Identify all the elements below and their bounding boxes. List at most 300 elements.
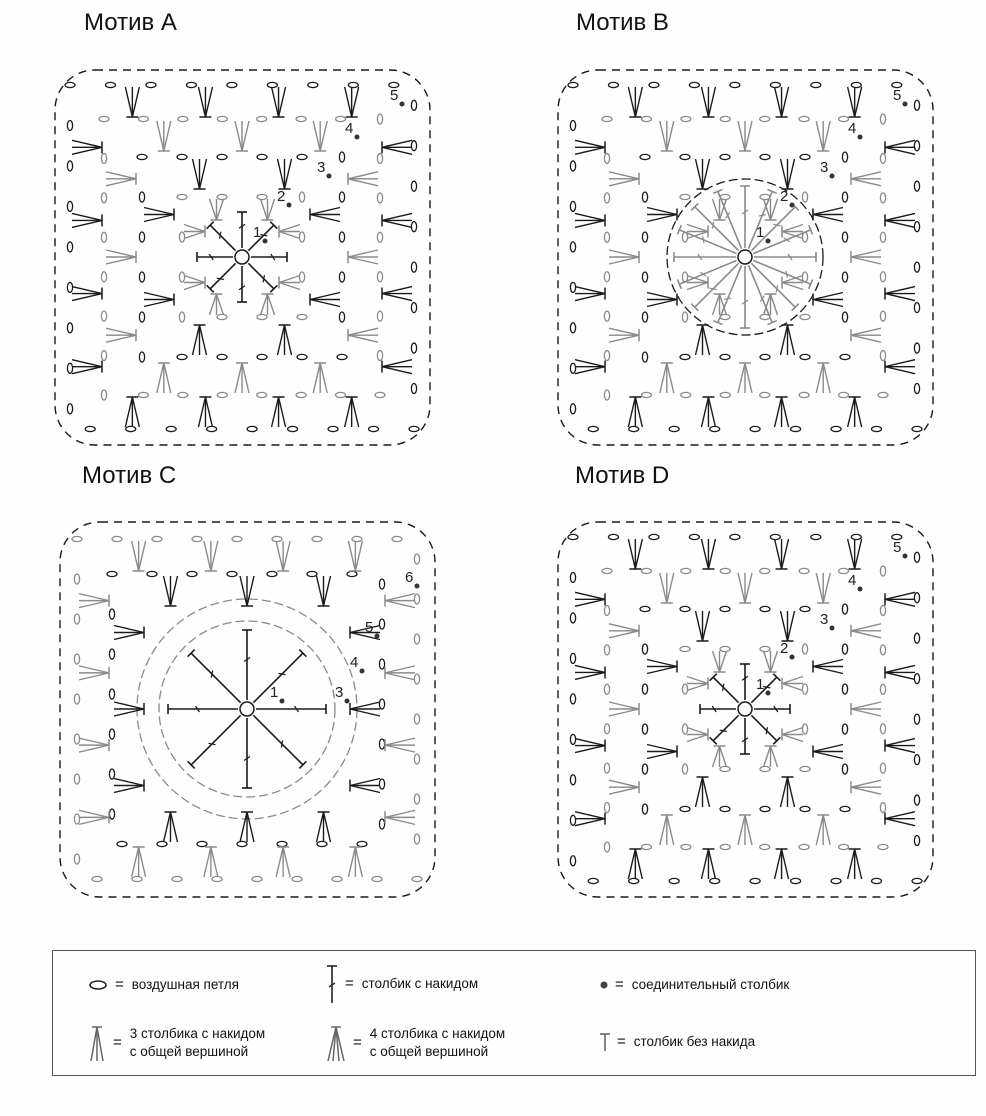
cluster-fan-leg xyxy=(885,819,915,826)
motif-d-title: Мотив D xyxy=(575,462,670,489)
cluster-fan-leg xyxy=(628,849,635,879)
chain-loop xyxy=(710,426,720,431)
chain-loop xyxy=(414,634,419,644)
chain-loop xyxy=(770,82,780,87)
round1-stitch-bar xyxy=(278,673,285,674)
cluster-fan-leg xyxy=(701,397,708,427)
chain-loop xyxy=(760,314,770,319)
cluster-fan-leg xyxy=(851,780,881,787)
cluster-fan-leg xyxy=(775,87,782,117)
chain-loop xyxy=(414,794,419,804)
cluster-fan-leg xyxy=(139,541,146,571)
chain-loop xyxy=(132,876,142,881)
chain-loop xyxy=(640,154,650,159)
chain-loop xyxy=(74,694,79,704)
chain-loop xyxy=(332,876,342,881)
cluster-fan-leg xyxy=(788,611,795,641)
chain-loop xyxy=(602,568,612,573)
cluster-fan-leg xyxy=(660,573,667,603)
chain-loop xyxy=(880,803,885,813)
chain-loop xyxy=(272,536,282,541)
round1-stitch xyxy=(191,653,240,702)
cluster-fan-leg xyxy=(79,666,109,673)
cluster-fan-leg xyxy=(106,257,136,264)
cluster-fan-leg xyxy=(79,594,109,601)
cluster-fan-leg xyxy=(313,363,320,393)
chain-loop xyxy=(682,724,687,734)
chain-loop xyxy=(604,763,609,773)
chain-loop xyxy=(604,390,609,400)
cluster-fan-leg xyxy=(885,147,915,154)
cluster-fan-leg xyxy=(575,592,605,599)
cluster-fan-leg xyxy=(106,172,136,179)
cluster-fan-leg xyxy=(647,660,677,667)
motif-c-title: Мотив C xyxy=(82,462,177,489)
cluster-fan-leg xyxy=(771,651,778,672)
cluster-fan-leg xyxy=(823,815,830,845)
cluster-fan-leg xyxy=(851,335,881,342)
row-number-label: 1 xyxy=(756,676,765,693)
chain-loop xyxy=(878,392,888,397)
chain-loop xyxy=(296,392,306,397)
cluster-fan-leg xyxy=(703,159,710,189)
chain-loop xyxy=(720,354,730,359)
cluster-fan-leg xyxy=(144,215,174,222)
cluster-fan-leg xyxy=(132,847,139,877)
chain-loop xyxy=(299,232,304,242)
round1-stitch-bar xyxy=(703,236,704,243)
cluster-fan-leg xyxy=(745,573,752,603)
cluster-fan-leg xyxy=(575,140,605,147)
cluster-fan-leg xyxy=(382,294,412,301)
cluster-fan-leg xyxy=(240,812,247,842)
cluster-fan-leg xyxy=(324,576,331,606)
motif-b-diagram xyxy=(548,60,943,455)
cluster-fan-leg xyxy=(268,294,275,315)
cluster-fan-leg xyxy=(352,397,359,427)
chain-loop xyxy=(669,878,679,883)
cluster-fan-leg xyxy=(713,199,720,220)
cluster-fan-leg xyxy=(114,626,144,633)
cluster-fan-leg xyxy=(171,576,178,606)
chain-loop xyxy=(682,764,687,774)
motif-a-diagram xyxy=(45,60,440,455)
chain-loop xyxy=(109,689,114,699)
chain-loop xyxy=(414,674,419,684)
chain-loop xyxy=(152,536,162,541)
cluster-fan-leg xyxy=(635,397,642,427)
chain-loop xyxy=(842,272,847,282)
cluster-fan-leg xyxy=(193,159,200,189)
cluster-fan-leg xyxy=(79,738,109,745)
motif-c-diagram xyxy=(50,512,445,907)
cluster-fan-leg xyxy=(317,812,324,842)
cluster-fan-leg xyxy=(382,287,412,294)
chain-loop xyxy=(67,323,72,333)
cluster-fan-leg xyxy=(687,735,708,742)
round1-stitch-bar xyxy=(759,215,766,216)
chain-loop xyxy=(604,193,609,203)
row-number-label: 5 xyxy=(390,87,399,104)
chain-loop xyxy=(760,354,770,359)
cluster-fan-leg xyxy=(708,849,715,879)
cluster-fan-leg xyxy=(193,325,200,355)
cluster-fan-leg xyxy=(764,651,771,672)
chain-loop xyxy=(800,314,810,319)
cluster-fan-leg xyxy=(106,328,136,335)
cluster-fan-leg xyxy=(164,363,171,393)
cluster-fan-leg xyxy=(144,293,174,300)
cluster-fan-leg xyxy=(157,363,164,393)
chain-loop xyxy=(377,193,382,203)
chain-loop xyxy=(67,120,72,130)
chain-loop xyxy=(799,568,809,573)
legend-item-single-crochet: = столбик без накида xyxy=(599,1031,755,1053)
chain-loop xyxy=(872,426,882,431)
cluster-fan-leg xyxy=(106,179,136,186)
cluster-fan-leg xyxy=(106,335,136,342)
cluster-fan-leg xyxy=(72,147,102,154)
chain-loop xyxy=(138,392,148,397)
chain-loop xyxy=(760,194,770,199)
chain-loop xyxy=(570,775,575,785)
cluster-fan-leg xyxy=(609,702,639,709)
chain-loop xyxy=(681,116,691,121)
chain-loop xyxy=(257,154,267,159)
chain-loop xyxy=(352,536,362,541)
cluster-fan-leg xyxy=(885,739,915,746)
chain-loop xyxy=(680,646,690,651)
chain-loop xyxy=(74,774,79,784)
chain-loop xyxy=(299,272,304,282)
chain-loop xyxy=(72,536,82,541)
chain-loop xyxy=(411,222,416,232)
double-crochet-symbol-icon xyxy=(325,963,339,1005)
cluster-fan-leg xyxy=(211,541,218,571)
cluster-fan-leg xyxy=(575,746,605,753)
row-number-label: 2 xyxy=(780,188,789,205)
cluster-fan-leg xyxy=(848,539,855,569)
chain-loop xyxy=(811,82,821,87)
cluster-fan-leg xyxy=(782,225,803,232)
cluster-fan-leg xyxy=(261,294,268,315)
chain-loop xyxy=(914,552,919,562)
chain-loop xyxy=(348,82,358,87)
cluster-fan-leg xyxy=(350,702,380,709)
slip-stitch-dot xyxy=(858,135,863,140)
cluster-fan-leg xyxy=(816,363,823,393)
cluster-fan-leg xyxy=(851,631,881,638)
cluster-fan-leg xyxy=(279,232,300,239)
chain-loop xyxy=(680,194,690,199)
chain-loop xyxy=(760,766,770,771)
cluster-fan-leg xyxy=(385,673,415,680)
chain-loop xyxy=(914,262,919,272)
slip-stitch-dot xyxy=(790,655,795,660)
cluster-fan-leg xyxy=(200,159,207,189)
chain-loop xyxy=(730,534,740,539)
chain-loop xyxy=(914,343,919,353)
chain-loop xyxy=(799,844,809,849)
chain-loop xyxy=(880,153,885,163)
single-crochet-symbol-icon xyxy=(599,1031,611,1053)
cluster-fan-leg xyxy=(781,777,788,807)
chain-loop xyxy=(99,116,109,121)
chain-loop xyxy=(914,795,919,805)
chain-loop xyxy=(339,272,344,282)
chain-loop xyxy=(800,154,810,159)
cluster-fan-leg xyxy=(348,172,378,179)
chain-loop xyxy=(642,192,647,202)
chain-loop xyxy=(680,154,690,159)
chain-loop xyxy=(588,426,598,431)
chain-loop xyxy=(641,392,651,397)
slip-stitch-dot xyxy=(766,691,771,696)
cluster-fan-leg xyxy=(720,746,727,767)
cluster-fan-leg xyxy=(609,257,639,264)
cluster-fan-leg xyxy=(310,300,340,307)
round1-stitch-bar xyxy=(220,232,221,239)
chain-loop xyxy=(112,536,122,541)
chain-loop xyxy=(720,314,730,319)
cluster-fan-leg xyxy=(310,293,340,300)
round1-stitch-bar xyxy=(724,298,731,299)
legend-item-dc4-cluster: = 4 столбика с накидом с общей вершиной xyxy=(325,1023,505,1063)
chain-loop xyxy=(799,116,809,121)
chain-loop xyxy=(411,343,416,353)
cluster-fan-leg xyxy=(355,541,362,571)
slip-stitch-dot xyxy=(345,699,350,704)
cluster-fan-leg xyxy=(575,812,605,819)
cluster-fan-leg xyxy=(816,573,823,603)
chain-loop xyxy=(791,878,801,883)
chain-loop xyxy=(172,876,182,881)
cluster-fan-leg xyxy=(320,121,327,151)
slip-stitch-dot xyxy=(903,102,908,107)
row-number-label: 4 xyxy=(848,120,857,137)
chain-loop xyxy=(680,606,690,611)
chain-loop xyxy=(842,232,847,242)
chain-loop xyxy=(642,644,647,654)
cluster-fan-leg xyxy=(79,810,109,817)
chain-loop xyxy=(339,232,344,242)
cluster-fan-leg xyxy=(355,847,362,877)
cluster-fan-leg xyxy=(204,541,211,571)
cluster-fan-leg xyxy=(635,849,642,879)
chain-loop xyxy=(414,554,419,564)
cluster-fan-leg xyxy=(609,631,639,638)
cluster-fan-leg xyxy=(855,849,862,879)
cluster-fan-leg xyxy=(885,360,915,367)
chain-loop xyxy=(604,232,609,242)
chain-loop xyxy=(842,644,847,654)
cluster-fan-leg xyxy=(114,779,144,786)
chain-loop xyxy=(207,426,217,431)
cluster-fan-leg xyxy=(708,397,715,427)
cluster-fan-leg xyxy=(575,294,605,301)
cluster-fan-leg xyxy=(125,87,132,117)
chain-loop xyxy=(101,311,106,321)
cluster-fan-leg xyxy=(851,328,881,335)
chain-loop xyxy=(101,351,106,361)
motif-b-title: Мотив B xyxy=(576,9,669,36)
chain-loop xyxy=(570,404,575,414)
round1-stitch xyxy=(253,715,302,764)
chain-loop xyxy=(642,232,647,242)
cluster-fan-leg xyxy=(164,121,171,151)
cluster-fan-leg xyxy=(851,257,881,264)
chain-loop xyxy=(914,141,919,151)
chain-loop xyxy=(217,154,227,159)
cluster-fan-leg xyxy=(855,397,862,427)
legend-item-chain: = воздушная петля xyxy=(87,975,239,995)
chain-loop xyxy=(336,392,346,397)
legend-item-dc3-cluster: = 3 столбика с накидом с общей вершиной xyxy=(87,1023,265,1063)
chain-loop xyxy=(880,566,885,576)
round1-stitch-bar xyxy=(263,275,264,282)
chain-loop xyxy=(339,192,344,202)
cluster-fan-leg xyxy=(279,397,286,427)
chain-loop xyxy=(608,82,618,87)
cluster-fan-leg xyxy=(72,213,102,220)
chain-loop xyxy=(912,878,922,883)
chain-loop xyxy=(139,272,144,282)
cluster-fan-leg xyxy=(713,294,720,315)
cluster-fan-leg xyxy=(247,812,254,842)
cluster-fan-leg xyxy=(609,250,639,257)
cluster-fan-leg xyxy=(782,677,803,684)
cluster-fan-leg xyxy=(609,624,639,631)
cluster-fan-leg xyxy=(667,363,674,393)
cluster-fan-leg xyxy=(575,665,605,672)
chain-loop xyxy=(642,724,647,734)
center-ring xyxy=(738,250,752,264)
row-number-label: 5 xyxy=(893,539,902,556)
chain-loop xyxy=(109,769,114,779)
chain-loop xyxy=(186,82,196,87)
cluster-fan-leg xyxy=(132,397,139,427)
cluster-fan-leg xyxy=(575,287,605,294)
cluster-fan-leg xyxy=(609,335,639,342)
cluster-fan-leg xyxy=(205,87,212,117)
chain-loop xyxy=(851,534,861,539)
cluster-fan-leg xyxy=(788,159,795,189)
chain-loop xyxy=(880,193,885,203)
slip-stitch-dot xyxy=(766,239,771,244)
round1-stitch-bar xyxy=(786,271,787,278)
cluster-fan-leg xyxy=(348,335,378,342)
chain-loop xyxy=(689,82,699,87)
cluster-fan-leg xyxy=(278,159,285,189)
round1-stitch-bar xyxy=(766,727,767,734)
chain-loop xyxy=(217,194,227,199)
cluster-fan-leg xyxy=(609,709,639,716)
cluster-fan-leg xyxy=(823,363,830,393)
chain-loop xyxy=(880,684,885,694)
slip-stitch-dot xyxy=(287,203,292,208)
chain-loop xyxy=(101,272,106,282)
round1-stitch xyxy=(191,715,240,764)
chain-loop xyxy=(604,351,609,361)
chain-loop xyxy=(157,841,167,846)
cluster-fan-leg xyxy=(628,397,635,427)
cluster-fan-leg xyxy=(647,667,677,674)
chain-loop xyxy=(101,193,106,203)
cluster-fan-leg xyxy=(781,159,788,189)
cluster-fan-leg xyxy=(696,611,703,641)
cluster-fan-leg xyxy=(703,611,710,641)
slip-stitch-symbol-icon xyxy=(599,978,609,992)
cluster-fan-leg xyxy=(687,684,708,691)
cluster-fan-leg xyxy=(247,576,254,606)
chain-loop xyxy=(317,841,327,846)
round1-stitch xyxy=(248,263,273,288)
row-number-label: 4 xyxy=(848,572,857,589)
cluster-fan-leg xyxy=(242,363,249,393)
cluster-fan-leg xyxy=(775,849,782,879)
chain-loop xyxy=(297,354,307,359)
cluster-fan-leg xyxy=(775,397,782,427)
round1-stitch-bar xyxy=(208,743,215,744)
cluster-fan-leg xyxy=(382,140,412,147)
cluster-fan-leg xyxy=(609,787,639,794)
row-number-label: 5 xyxy=(365,619,374,636)
chain-loop xyxy=(851,82,861,87)
chain-loop xyxy=(67,161,72,171)
cluster-fan-leg xyxy=(72,287,102,294)
cluster-fan-leg xyxy=(885,592,915,599)
cluster-fan-leg xyxy=(211,847,218,877)
round1-stitch xyxy=(751,715,776,740)
chain-loop xyxy=(791,426,801,431)
chain-loop xyxy=(880,763,885,773)
cluster-fan-leg xyxy=(217,294,224,315)
chain-loop xyxy=(137,154,147,159)
chain-loop xyxy=(126,426,136,431)
cluster-fan-leg xyxy=(198,87,205,117)
cluster-fan-leg xyxy=(285,325,292,355)
chain-loop xyxy=(339,152,344,162)
cluster-fan-leg xyxy=(385,601,415,608)
legend-item-slip-stitch: = соединительный столбик xyxy=(599,975,789,995)
cluster-fan-leg xyxy=(276,541,283,571)
chain-loop xyxy=(411,100,416,110)
chain-loop xyxy=(880,114,885,124)
cluster-fan-leg xyxy=(813,208,843,215)
cluster-fan-leg xyxy=(813,293,843,300)
chain-loop xyxy=(681,392,691,397)
chain-loop xyxy=(720,194,730,199)
chain-loop xyxy=(604,605,609,615)
chain-loop xyxy=(831,878,841,883)
chain-loop xyxy=(680,806,690,811)
chain-loop xyxy=(177,194,187,199)
chain-loop xyxy=(842,604,847,614)
chain-loop xyxy=(377,232,382,242)
cluster-fan-leg xyxy=(851,787,881,794)
chain-loop xyxy=(369,426,379,431)
cluster-fan-leg xyxy=(114,709,144,716)
cluster-fan-leg xyxy=(313,121,320,151)
cluster-fan-leg xyxy=(885,672,915,679)
cluster-fan-leg xyxy=(635,539,642,569)
chain-loop xyxy=(880,351,885,361)
chain-loop xyxy=(720,806,730,811)
chain-loop xyxy=(179,272,184,282)
round1-stitch-bar xyxy=(773,224,780,225)
dc3-cluster-symbol-icon xyxy=(87,1023,107,1063)
cluster-fan-leg xyxy=(855,539,862,569)
